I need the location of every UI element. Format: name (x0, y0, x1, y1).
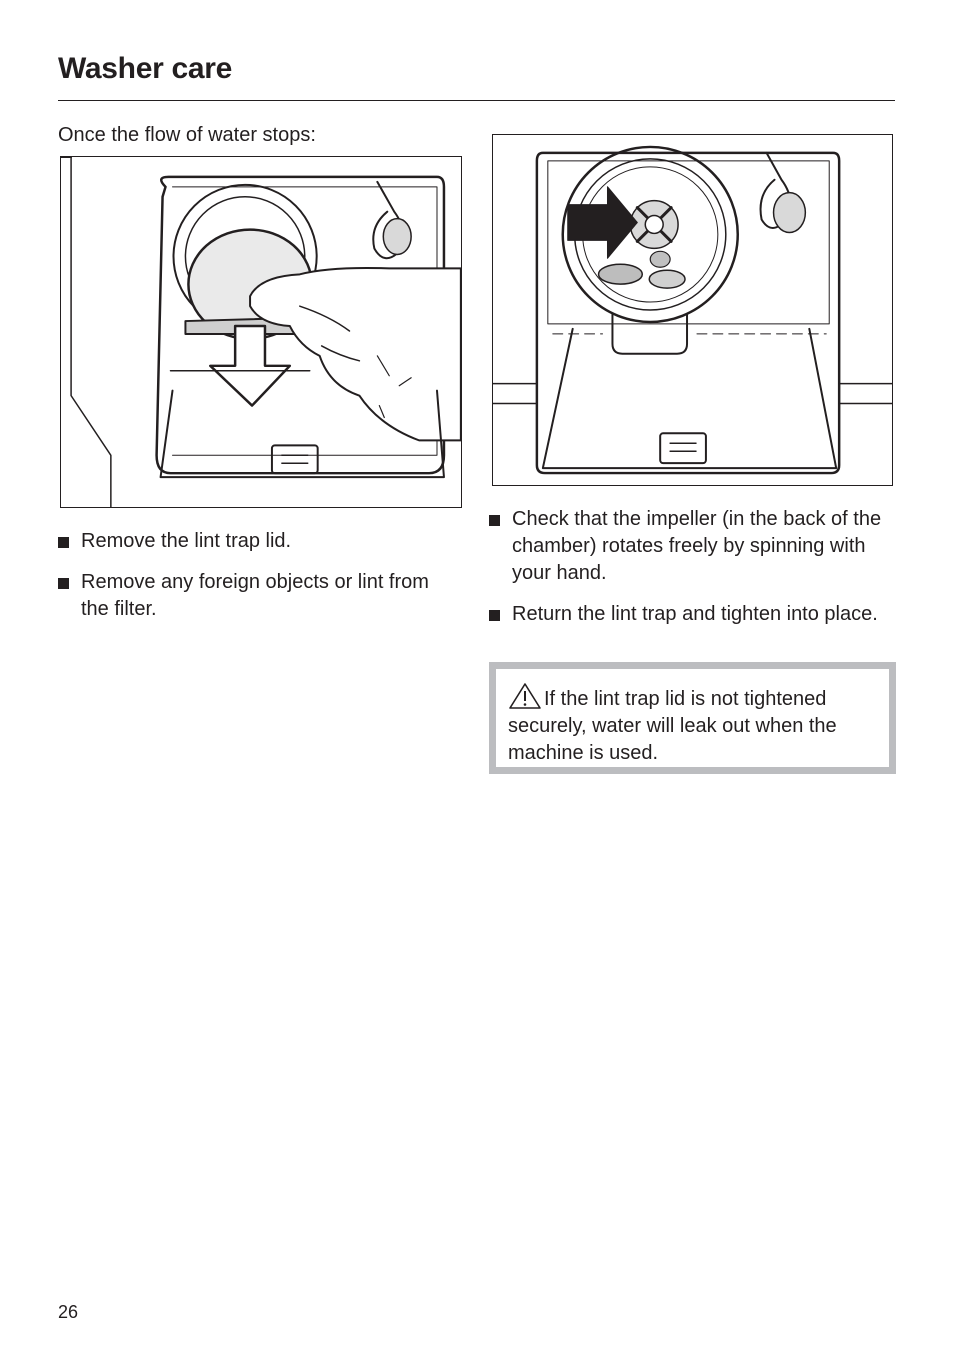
left-steps-list (58, 528, 448, 637)
warning-box (489, 662, 896, 774)
right-steps-list (489, 506, 889, 642)
page-number: 26 (58, 1302, 79, 1322)
list-item (489, 601, 889, 628)
warning-content (496, 669, 889, 767)
intro-text: Once the flow of water stops: (58, 124, 316, 146)
step-text: Return the lint trap and tighten into place. (512, 603, 878, 625)
bullet-square-icon (489, 515, 500, 526)
bullet-square-icon (58, 578, 69, 589)
list-item (489, 506, 889, 587)
warning-triangle-icon (508, 682, 542, 710)
step-text: Remove the lint trap lid. (81, 530, 292, 552)
impeller-chamber-illustration (492, 134, 893, 486)
title-divider (58, 100, 895, 101)
list-item (58, 569, 448, 623)
step-text: Check that the impeller (in the back of the chamber) rotates freely by spinning with your hand. (512, 508, 882, 584)
bullet-square-icon (58, 537, 69, 548)
lint-trap-removal-illustration (60, 156, 462, 508)
step-text: Remove any foreign objects or lint from the filter. (81, 571, 429, 620)
list-item (58, 528, 448, 555)
page-title: Washer care (58, 52, 233, 85)
warning-text: If the lint trap lid is not tightened securely, water will leak out when the machine is used. (508, 688, 837, 764)
bullet-square-icon (489, 610, 500, 621)
